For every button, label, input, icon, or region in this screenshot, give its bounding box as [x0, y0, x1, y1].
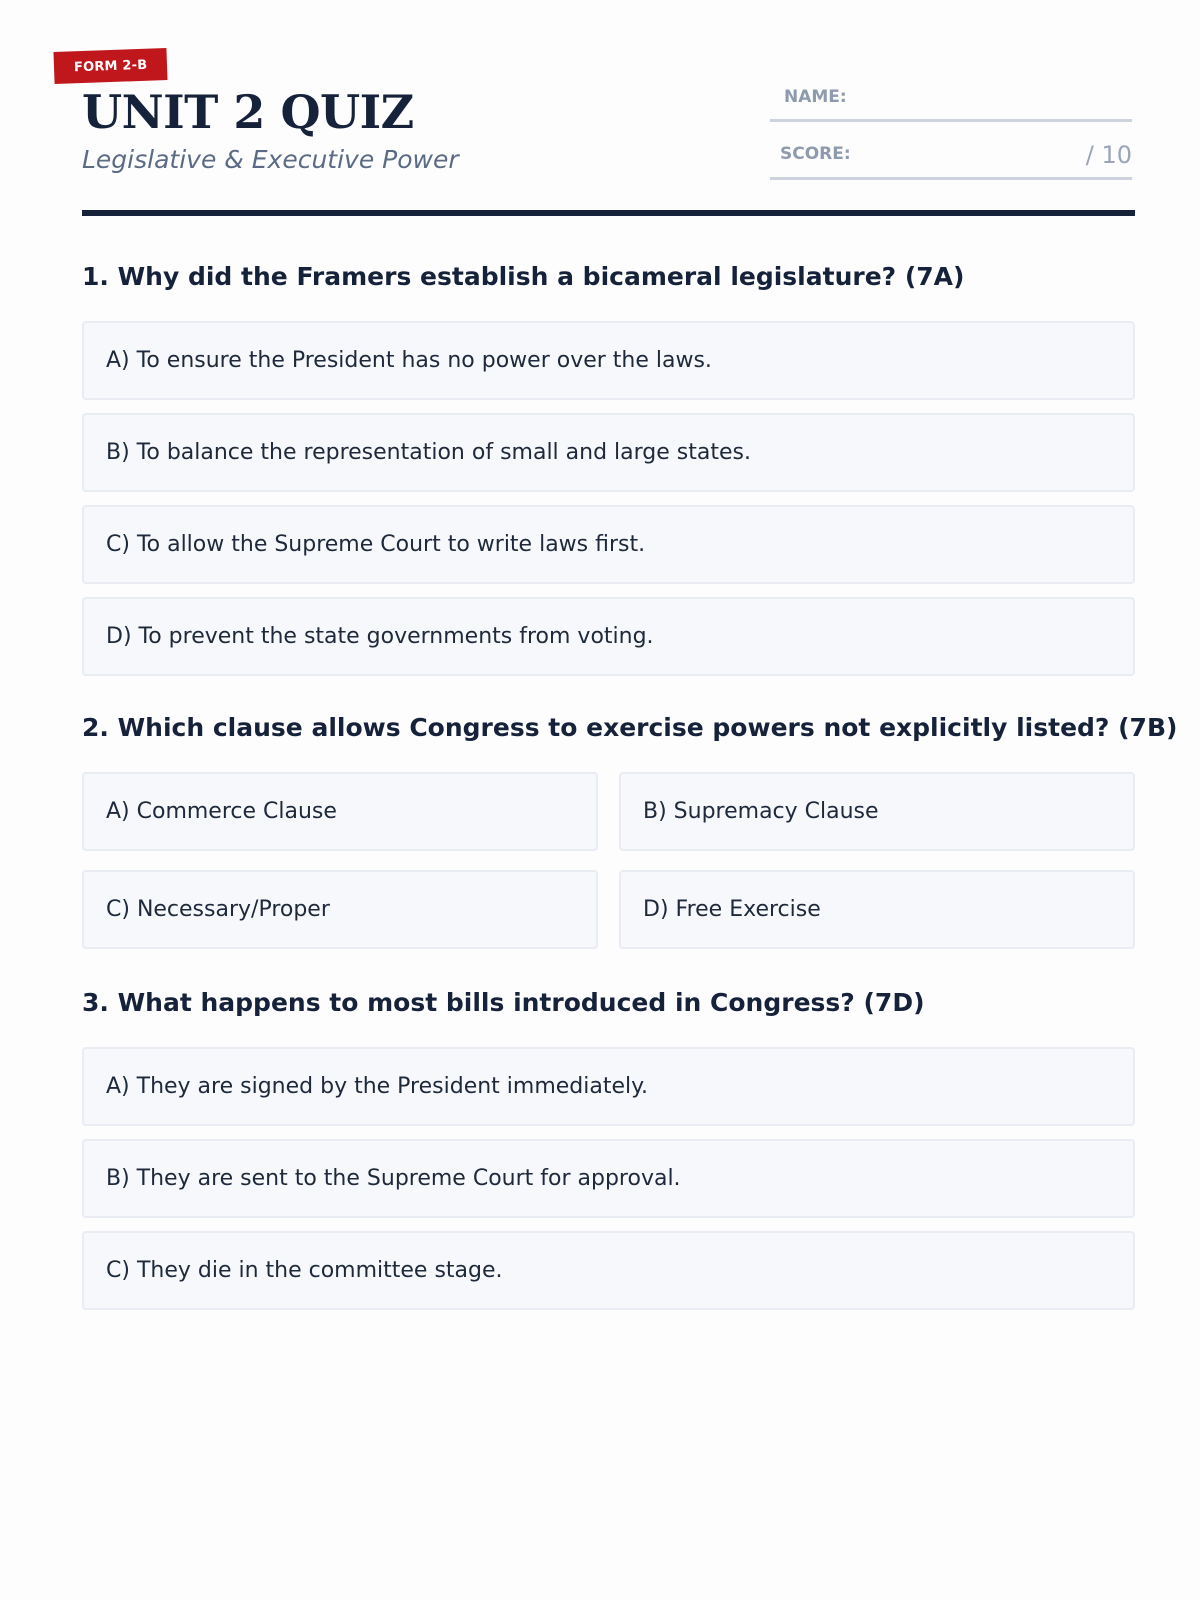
name-label: NAME: [784, 87, 847, 107]
question-1-option-d[interactable]: D) To prevent the state governments from voting. [82, 597, 1135, 676]
question-2-option-a[interactable]: A) Commerce Clause [82, 772, 598, 851]
question-3-option-c[interactable]: C) They die in the committee stage. [82, 1231, 1135, 1310]
score-field[interactable] [770, 140, 1132, 180]
question-3-text: 3. What happens to most bills introduced in Congress? (7D) [82, 988, 925, 1017]
question-1-option-b[interactable]: B) To balance the representation of small and large states. [82, 413, 1135, 492]
name-field[interactable] [770, 82, 1132, 122]
score-total: / 10 [1085, 141, 1132, 169]
page-subtitle: Legislative & Executive Power [82, 145, 459, 174]
question-3-option-b[interactable]: B) They are sent to the Supreme Court for approval. [82, 1139, 1135, 1218]
question-2-text: 2. Which clause allows Congress to exercise powers not explicitly listed? (7B) [82, 713, 1178, 742]
question-2-option-d[interactable]: D) Free Exercise [619, 870, 1135, 949]
question-2-option-b[interactable]: B) Supremacy Clause [619, 772, 1135, 851]
question-3-option-a[interactable]: A) They are signed by the President immediately. [82, 1047, 1135, 1126]
question-2-option-c[interactable]: C) Necessary/Proper [82, 870, 598, 949]
form-tag-badge: FORM 2-B [53, 48, 167, 84]
question-1-option-a[interactable]: A) To ensure the President has no power over the laws. [82, 321, 1135, 400]
score-label: SCORE: [780, 144, 851, 164]
question-1-text: 1. Why did the Framers establish a bicameral legislature? (7A) [82, 262, 965, 291]
header-divider [82, 210, 1135, 216]
question-1-option-c[interactable]: C) To allow the Supreme Court to write laws first. [82, 505, 1135, 584]
page-title: UNIT 2 QUIZ [82, 85, 414, 139]
